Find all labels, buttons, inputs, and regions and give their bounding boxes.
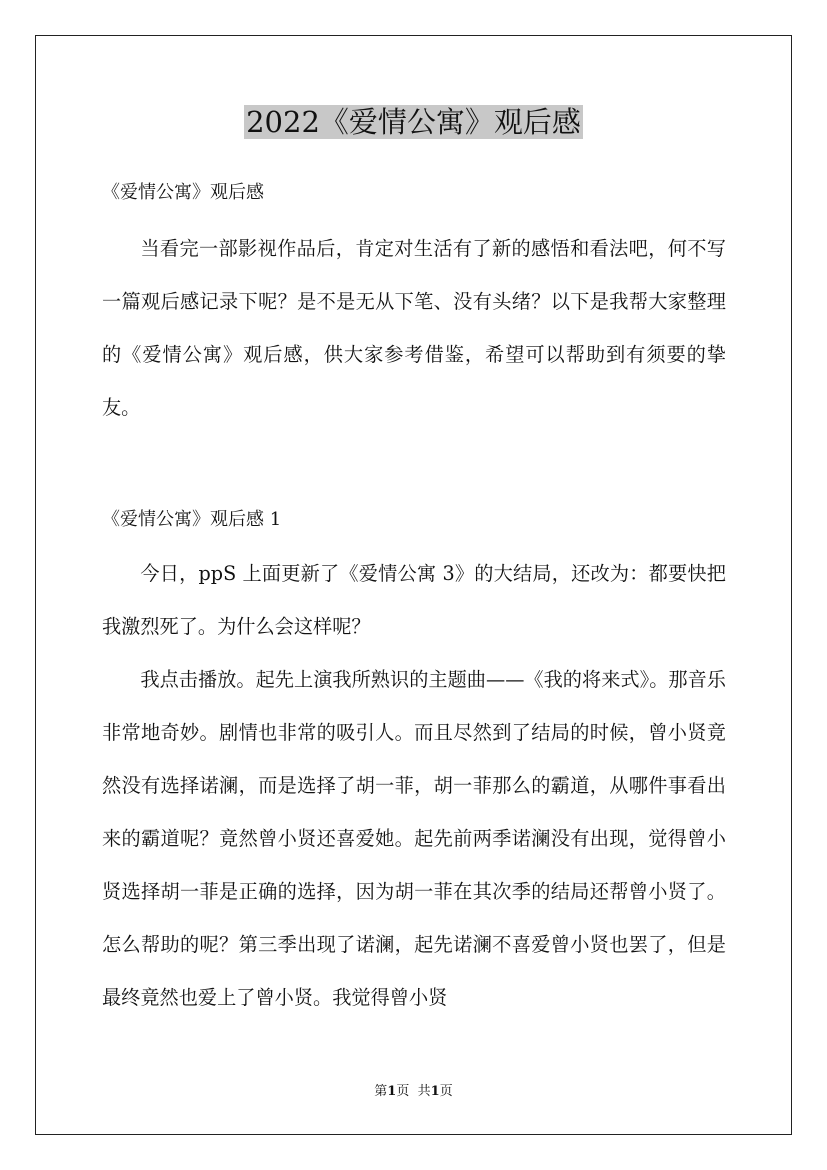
footer-page-current: 1 (387, 1084, 397, 1099)
document-title (0, 100, 827, 144)
page-footer (0, 1083, 827, 1101)
footer-page-prefix: 第 (374, 1084, 388, 1099)
footer-total-prefix: 共 (417, 1084, 431, 1099)
section-heading: 《爱情公寓》观后感 1 (102, 509, 282, 530)
footer-page-suffix: 页 (396, 1084, 410, 1099)
footer-page-total: 1 (430, 1084, 440, 1099)
intro-heading: 《爱情公寓》观后感 (102, 182, 264, 203)
intro-paragraph: 当看完一部影视作品后，肯定对生活有了新的感悟和看法吧，何不写一篇观后感记录下呢？是不是无从下笔、没有头绪？以下是我帮大家整理的《爱情公寓》观后感，供大家参考借鉴，希望可以帮助到有须要的挚友。 (102, 237, 726, 419)
document-title-text: 2022《爱情公寓》观后感 (246, 105, 581, 139)
body-paragraph-2: 我点击播放。起先上演我所熟识的主题曲——《我的将来式》。那音乐非常地奇妙。剧情也非常的吸引人。而且尽然到了结局的时候，曾小贤竟然没有选择诺澜，而是选择了胡一菲，胡一菲那么的霸道，从哪件事看出来的霸道呢？竟然曾小贤还喜爱她。起先前两季诺澜没有出现，觉得曾小贤选择胡一菲是正确的选择，因为胡一菲在其次季的结局还帮曾小贤了。怎么帮助的呢？第三季出现了诺澜，起先诺澜不喜爱曾小贤也罢了，但是最终竟然也爱上了曾小贤。我觉得曾小贤 (102, 668, 726, 1009)
body-paragraph-1: 今日，ppS 上面更新了《爱情公寓 3》的大结局，还改为：都要快把我激烈死了。为什么会这样呢？ (102, 562, 726, 638)
footer-total-suffix: 页 (439, 1084, 453, 1099)
